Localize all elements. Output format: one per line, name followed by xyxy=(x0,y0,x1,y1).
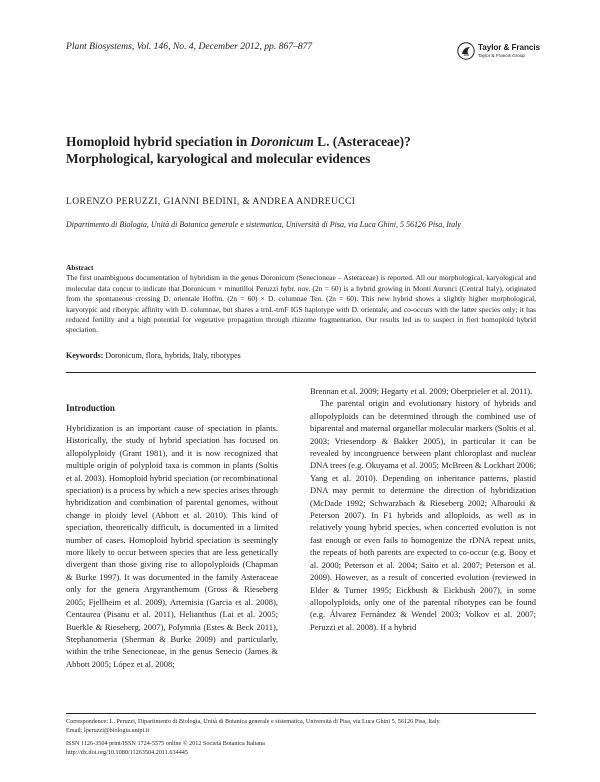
right-paragraph-0: Brennan et al. 2009; Hegarty et al. 2009; Oberprieler et al. 2011). xyxy=(310,386,533,396)
keywords-text: Doronicum, flora, hybrids, Italy, ribotypes xyxy=(105,351,241,360)
right-paragraph-1: The parental origin and evolutionary history of hybrids and allopolyploids can be determined through the combined use of biparental and maternal organellar molecular markers (Soltis et al. 2003; Vriesendorp & Bakker 2005), in particular it can be revealed by incongruence between plant chloroplast and nuclear DNA trees (e.g. Okuyama et al. 2005; McBreen & Lockhart 2006; Yang et al. 2010). Depending on inheritance patterns, plastid DNA may permit to determine the direction of hybridization (McDade 1992; Schwarzbach & Rieseberg 2002; Albarouki & Peterson 2007). In F1 hybrids and alloploids, as well as in relatively young hybrid species, when concerted evolution is not fast enough or even fails to homogenize the rDNA repeat units, the repeats of both parents are expected to co-occur (e.g. Booy et al. 2000; Peterson et al. 2004; Saito et al. 2007; Peterson et al. 2009). However, as a result of concerted evolution (reviewed in Elder & Turner 1995; Eickbush & Eickbush 2007), in some allopolyploids, only one of the parental ribotypes can be found (e.g. Álvarez Fernández & Wendel 2003; Volkov et al. 2007; Peruzzi et al. 2008). If a hybrid xyxy=(310,398,536,632)
title-genus: Doronicum xyxy=(250,134,314,149)
abstract xyxy=(66,263,536,336)
left-column xyxy=(66,422,278,670)
journal-citation xyxy=(66,41,312,52)
issn: ISSN 1126-3504 print/ISSN 1724-5575 online © 2012 Società Botanica Italiana xyxy=(66,740,265,747)
abstract-text: The first unambiguous documentation of hybridism in the genus Doronicum (Senecioneae – Asteraceae) is reported. All our morphological, karyological and molecular data concur to indicate that Doronicum × minutilloi Peruzzi hybr. nov. (2n = 60) is a hybrid growing in Monti Aurunci (Central Italy), originated from the spontaneous crossing D. orientale Hoffm. (2n = 60) × D. columnae Ten. (2n = 60). This new hybrid shows a slightly higher morphological, karyotypic and ribotypic affinity with D. columnae, but shares a trnL-trnF IGS haplotype with D. orientale, and co-occurs with the latter species only; it has reduced fertility and a high potential for vegetative propagation through rhizome fragmentation. Our results led us to suspect in fieri homoploid hybrid speciation. xyxy=(66,273,536,335)
title-line2: Morphological, karyological and molecular evidences xyxy=(66,151,371,166)
authors: LORENZO PERUZZI, GIANNI BEDINI, & ANDREA ANDREUCCI xyxy=(66,196,356,207)
title-part2: L. (Asteraceae)? xyxy=(313,134,411,149)
journal-name: Plant Biosystems xyxy=(66,41,132,52)
abstract-heading: Abstract xyxy=(66,263,94,272)
article-title xyxy=(66,133,536,167)
intro-heading: Introduction xyxy=(66,403,115,413)
right-column xyxy=(310,385,536,633)
divider xyxy=(66,372,536,373)
volume-info: , Vol. 146, No. 4, December 2012, pp. 867–877 xyxy=(131,41,313,52)
doi: http://dx.doi.org/10.1080/11263504.2011.634445 xyxy=(66,749,188,756)
correspondence: Correspondence: L. Peruzzi, Dipartimento di Biologia, Unità di Botanica generale e sistematica, Università di Pisa, via Luca Ghini 5, 56126 Pisa, Italy. xyxy=(66,718,441,725)
keywords xyxy=(66,351,536,360)
affiliation: Dipartimento di Biologia, Unità di Botanica generale e sistematica, Università di Pisa, via Luca Ghini, 5 56126 Pisa, Italy xyxy=(66,220,461,229)
publisher-name: Taylor & Francis xyxy=(478,43,540,52)
title-part1: Homoploid hybrid speciation in xyxy=(66,134,251,149)
left-paragraph-1: Hybridization is an important cause of speciation in plants. Historically, the study of hybrid speciation has focused on allopolyploidy (Grant 1981), and it is now recognized that multiple origin of polyploid taxa is common in plants (Soltis et al. 2003). Homoploid hybrid speciation (or recombinational speciation) is a process by which a new species arises through hybridization and combination of parental genomes, without change in ploidy level (Abbott et al. 2010). This kind of speciation, theoretically difficult, is documented in a limited number of cases. Homoploid hybrid speciation is seemingly more likely to occur between species that are less genetically divergent than those giving rise to allopolyploids (Chapman & Burke 1997). It was documented in the family Asteraceae only for the genera Argyranthemum (Gross & Rieseberg 2005; Fjellheim et al. 2009), Artemisia (Garcia et al. 2008), Centaurea (Pisanu et al. 2011), Helianthus (Lai et al. 2005; Buerkle & Rieseberg, 2007), Polymnia (Estes & Beck 2011), Stephanomeria (Sherman & Burke 2009) and particularly, within the tribe Senecioneae, in the genus Senecio (James & Abbott 2005; López et al. 2008; xyxy=(66,423,278,669)
email: Email: lperuzzi@biologia.unipi.it xyxy=(66,727,150,734)
keywords-label: Keywords: xyxy=(66,351,104,360)
footnote xyxy=(66,717,536,757)
footnote-divider xyxy=(66,713,536,714)
publisher-group: Taylor & Francis Group xyxy=(478,53,525,58)
publisher-emblem-icon xyxy=(457,42,475,60)
publisher-logo xyxy=(457,41,549,63)
